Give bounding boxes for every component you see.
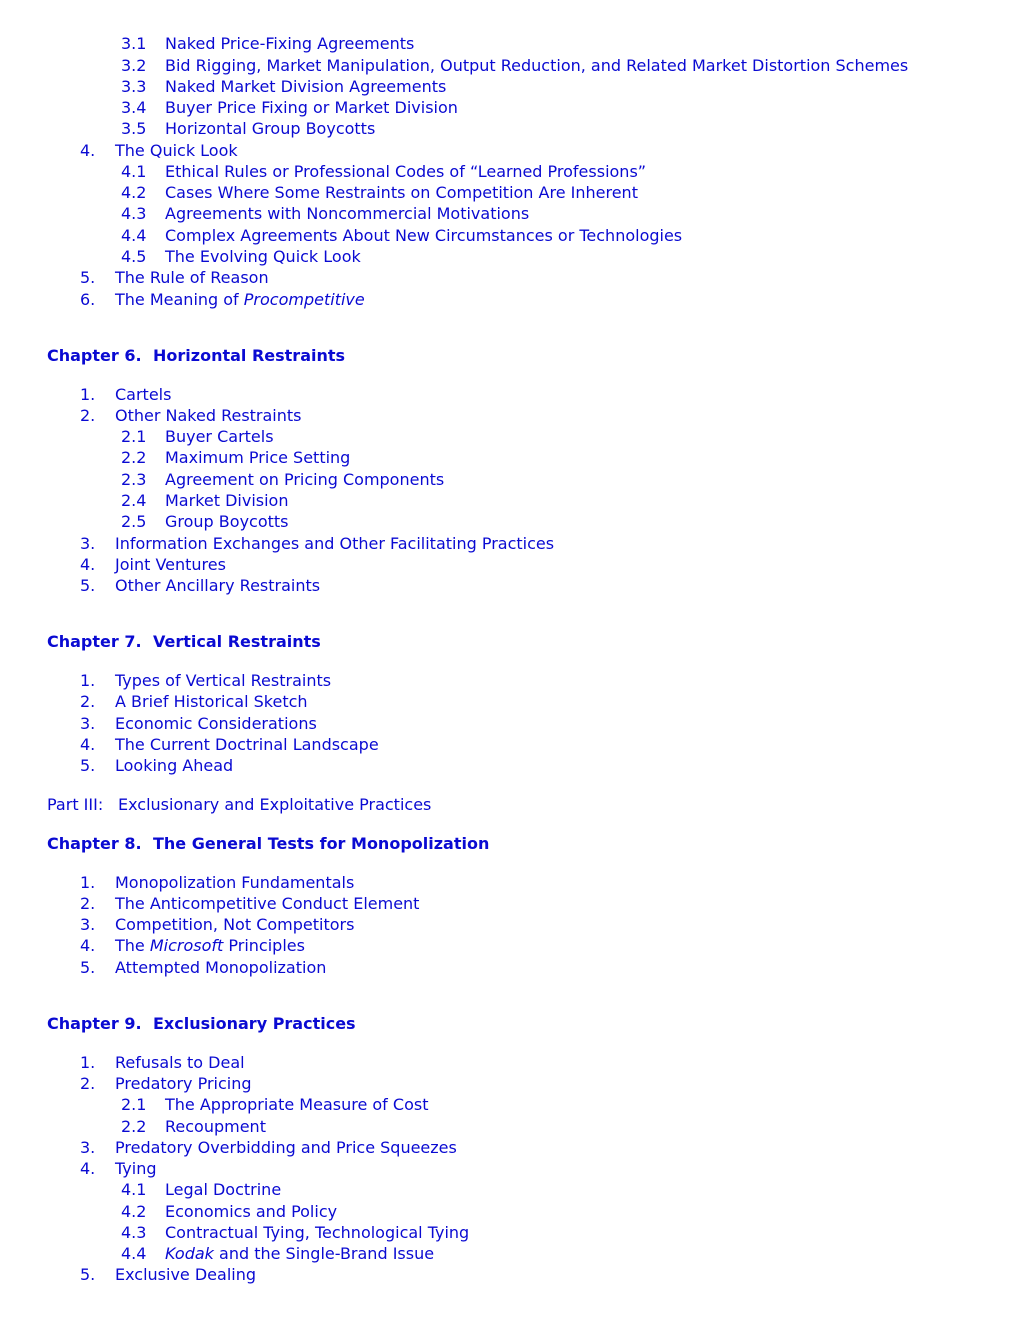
toc-title — [165, 469, 444, 490]
toc-title-text: Exclusive Dealing — [115, 1265, 257, 1284]
toc-subsection[interactable] — [121, 1179, 281, 1200]
toc-title-text: Buyer Cartels — [165, 427, 274, 446]
toc-subsection[interactable] — [121, 511, 289, 532]
toc-number: 3.4 — [121, 98, 147, 117]
toc-number: 5. — [80, 1265, 96, 1284]
toc-section[interactable] — [80, 1158, 157, 1179]
toc-section[interactable] — [80, 691, 308, 712]
toc-title-text: Legal Doctrine — [165, 1180, 282, 1199]
toc-title — [115, 405, 302, 426]
toc-title — [165, 1201, 337, 1222]
toc-number: 1. — [80, 1053, 96, 1072]
toc-title — [115, 734, 379, 755]
toc-subsection[interactable] — [121, 118, 375, 139]
toc-title-text: Horizontal Restraints — [153, 346, 346, 365]
toc-title — [165, 182, 638, 203]
toc-subsection[interactable] — [121, 55, 908, 76]
toc-number: 5. — [80, 756, 96, 775]
toc-subsection[interactable] — [121, 1094, 428, 1115]
toc-title — [115, 957, 326, 978]
toc-title-text: Complex Agreements About New Circumstances or Technologies — [165, 226, 683, 245]
chapter-heading[interactable] — [47, 1013, 356, 1034]
toc-title-text: The General Tests for Monopolization — [153, 834, 490, 853]
toc-title — [115, 914, 354, 935]
toc-number: 4.3 — [121, 204, 147, 223]
toc-number: 1. — [80, 671, 96, 690]
toc-title — [153, 631, 321, 652]
toc-title-text: Buyer Price Fixing or Market Division — [165, 98, 458, 117]
toc-title — [115, 533, 554, 554]
toc-title — [165, 118, 375, 139]
toc-title — [115, 267, 269, 288]
toc-subsection[interactable] — [121, 490, 288, 511]
toc-number: 3.2 — [121, 56, 147, 75]
toc-title-text: Vertical Restraints — [153, 632, 321, 651]
toc-title-text: Economic Considerations — [115, 714, 317, 733]
toc-number: 1. — [80, 385, 96, 404]
toc-subsection[interactable] — [121, 203, 529, 224]
toc-title-italic: Procompetitive — [243, 290, 365, 309]
toc-title — [165, 55, 908, 76]
toc-title — [115, 755, 233, 776]
toc-title — [115, 140, 238, 161]
toc-title-after: Principles — [223, 936, 305, 955]
toc-title-text: Maximum Price Setting — [165, 448, 351, 467]
toc-number: 4. — [80, 555, 96, 574]
toc-title — [115, 1137, 457, 1158]
toc-number: 3.1 — [121, 34, 147, 53]
toc-title — [165, 511, 289, 532]
toc-number: 4.3 — [121, 1223, 147, 1242]
toc-title-italic: Kodak — [165, 1244, 214, 1263]
toc-title — [165, 1222, 469, 1243]
toc-title-text: Exclusionary and Exploitative Practices — [118, 795, 432, 814]
toc-title — [115, 289, 365, 310]
toc-number: 2.1 — [121, 1095, 147, 1114]
toc-title — [165, 161, 646, 182]
toc-title-text: Information Exchanges and Other Facilitating Practices — [115, 534, 555, 553]
toc-title-text: The Appropriate Measure of Cost — [165, 1095, 429, 1114]
toc-title-text: Exclusionary Practices — [153, 1014, 356, 1033]
toc-title-text: Tying — [115, 1159, 157, 1178]
toc-section[interactable] — [80, 1052, 245, 1073]
toc-number: 4.2 — [121, 183, 147, 202]
toc-number: 4.1 — [121, 1180, 147, 1199]
toc-title — [165, 246, 361, 267]
toc-section[interactable] — [80, 384, 171, 405]
toc-title — [115, 554, 226, 575]
toc-number: 3. — [80, 1138, 96, 1157]
toc-title-text: Naked Price-Fixing Agreements — [165, 34, 415, 53]
toc-title-text: Monopolization Fundamentals — [115, 873, 355, 892]
toc-subsection[interactable] — [121, 246, 361, 267]
toc-title-text: The Rule of Reason — [115, 268, 269, 287]
toc-section[interactable] — [80, 289, 365, 310]
toc-title-text: The Quick Look — [115, 141, 238, 160]
toc-title-text: Joint Ventures — [115, 555, 226, 574]
toc-title — [115, 670, 331, 691]
toc-section[interactable] — [80, 872, 354, 893]
toc-title — [165, 225, 682, 246]
toc-section[interactable] — [80, 935, 305, 956]
toc-title-text: Predatory Overbidding and Price Squeezes — [115, 1138, 457, 1157]
chapter-heading[interactable] — [47, 345, 345, 366]
toc-number: 2. — [80, 1074, 96, 1093]
toc-subsection[interactable] — [121, 426, 274, 447]
toc-title — [165, 426, 274, 447]
toc-title-text: Agreements with Noncommercial Motivations — [165, 204, 530, 223]
toc-number: 3. — [80, 534, 96, 553]
toc-title — [153, 345, 345, 366]
toc-title-text: Group Boycotts — [165, 512, 289, 531]
toc-number: Chapter 8. — [47, 834, 142, 853]
toc-number: 3.3 — [121, 77, 147, 96]
toc-title-text: The Current Doctrinal Landscape — [115, 735, 379, 754]
toc-title-text: The — [115, 936, 150, 955]
toc-section[interactable] — [80, 713, 317, 734]
toc-number: 1. — [80, 873, 96, 892]
toc-title-text: Naked Market Division Agreements — [165, 77, 447, 96]
toc-title-text: Horizontal Group Boycotts — [165, 119, 376, 138]
chapter-heading[interactable] — [47, 631, 321, 652]
toc-title — [115, 893, 419, 914]
toc-subsection[interactable] — [121, 182, 638, 203]
toc-number: Chapter 7. — [47, 632, 142, 651]
toc-title-text: Cases Where Some Restraints on Competition Are Inherent — [165, 183, 638, 202]
toc-title — [118, 794, 431, 815]
toc-title — [115, 1052, 245, 1073]
toc-title-text: Bid Rigging, Market Manipulation, Output Reduction, and Related Market Distortion Schemes — [165, 56, 909, 75]
toc-number: 4. — [80, 735, 96, 754]
toc-title-text: Agreement on Pricing Components — [165, 470, 445, 489]
toc-subsection[interactable] — [121, 33, 414, 54]
toc-title-text: The Anticompetitive Conduct Element — [115, 894, 420, 913]
toc-number: 6. — [80, 290, 96, 309]
toc-section[interactable] — [80, 267, 269, 288]
toc-title-text: Market Division — [165, 491, 289, 510]
toc-title — [115, 872, 354, 893]
toc-section[interactable] — [80, 554, 226, 575]
toc-number: 2.2 — [121, 1117, 147, 1136]
toc-title — [115, 713, 317, 734]
toc-title — [165, 490, 288, 511]
toc-title — [115, 691, 308, 712]
toc-number: 2. — [80, 894, 96, 913]
toc-number: Chapter 6. — [47, 346, 142, 365]
toc-subsection[interactable] — [121, 161, 646, 182]
toc-number: 2.4 — [121, 491, 147, 510]
toc-number: 4.4 — [121, 1244, 147, 1263]
toc-number: 5. — [80, 958, 96, 977]
toc-title-text: Types of Vertical Restraints — [115, 671, 332, 690]
toc-section[interactable] — [80, 1073, 252, 1094]
toc-number: Part III: — [47, 795, 104, 814]
toc-section[interactable] — [80, 893, 419, 914]
toc-title-text: Contractual Tying, Technological Tying — [165, 1223, 470, 1242]
toc-section[interactable] — [80, 405, 302, 426]
toc-title-text: Refusals to Deal — [115, 1053, 245, 1072]
toc-number: 2.3 — [121, 470, 147, 489]
toc-title-text: Predatory Pricing — [115, 1074, 252, 1093]
toc-subsection[interactable] — [121, 1201, 337, 1222]
toc-title — [165, 1179, 281, 1200]
toc-number: 2.2 — [121, 448, 147, 467]
toc-number: 3.5 — [121, 119, 147, 138]
toc-number: 5. — [80, 268, 96, 287]
toc-section[interactable] — [80, 533, 554, 554]
toc-number: 4.2 — [121, 1202, 147, 1221]
toc-number: 4. — [80, 141, 96, 160]
toc-number: 2.1 — [121, 427, 147, 446]
toc-title-text: Competition, Not Competitors — [115, 915, 355, 934]
toc-subsection[interactable] — [121, 469, 444, 490]
toc-number: 2. — [80, 406, 96, 425]
toc-title-text: The Evolving Quick Look — [165, 247, 361, 266]
toc-title-text: Cartels — [115, 385, 172, 404]
toc-section[interactable] — [80, 670, 331, 691]
toc-title — [165, 76, 446, 97]
toc-title-text: Other Ancillary Restraints — [115, 576, 321, 595]
toc-subsection[interactable] — [121, 1222, 469, 1243]
toc-number: 3. — [80, 714, 96, 733]
toc-title-text: Economics and Policy — [165, 1202, 338, 1221]
toc-number: 2. — [80, 692, 96, 711]
toc-section[interactable] — [80, 575, 320, 596]
toc-number: Chapter 9. — [47, 1014, 142, 1033]
toc-subsection[interactable] — [121, 1243, 434, 1264]
toc-section[interactable] — [80, 734, 379, 755]
toc-number: 4.1 — [121, 162, 147, 181]
toc-section[interactable] — [80, 755, 233, 776]
toc-title — [115, 1073, 252, 1094]
toc-title-text: Other Naked Restraints — [115, 406, 302, 425]
toc-title-text: Ethical Rules or Professional Codes of “Learned Professions” — [165, 162, 647, 181]
toc-title — [165, 1116, 266, 1137]
toc-title — [165, 33, 414, 54]
toc-number: 4.5 — [121, 247, 147, 266]
toc-subsection[interactable] — [121, 1116, 266, 1137]
toc-title — [153, 833, 489, 854]
toc-number: 4. — [80, 936, 96, 955]
toc-title-text: The Meaning of — [115, 290, 244, 309]
toc-section[interactable] — [80, 1137, 457, 1158]
toc-number: 5. — [80, 576, 96, 595]
toc-title — [153, 1013, 356, 1034]
toc-title-italic: Microsoft — [149, 936, 224, 955]
toc-subsection[interactable] — [121, 76, 446, 97]
toc-number: 4.4 — [121, 226, 147, 245]
toc-section[interactable] — [80, 957, 326, 978]
toc-section[interactable] — [80, 1264, 256, 1285]
toc-title — [115, 575, 320, 596]
toc-section[interactable] — [80, 140, 238, 161]
toc-subsection[interactable] — [121, 225, 682, 246]
toc-title — [165, 1094, 428, 1115]
toc-subsection[interactable] — [121, 447, 350, 468]
toc-title — [115, 935, 305, 956]
toc-subsection[interactable] — [121, 97, 458, 118]
toc-title-text: A Brief Historical Sketch — [115, 692, 308, 711]
toc-title — [165, 1243, 434, 1264]
toc-number: 3. — [80, 915, 96, 934]
part-heading[interactable] — [47, 794, 431, 815]
toc-title-text: Looking Ahead — [115, 756, 234, 775]
toc-title — [115, 1158, 157, 1179]
toc-number: 4. — [80, 1159, 96, 1178]
chapter-heading[interactable] — [47, 833, 489, 854]
toc-section[interactable] — [80, 914, 354, 935]
toc-title-after: and the Single-Brand Issue — [213, 1244, 435, 1263]
toc-title — [165, 447, 350, 468]
toc-title — [115, 1264, 256, 1285]
toc-title — [115, 384, 171, 405]
toc-title — [165, 203, 529, 224]
toc-title-text: Recoupment — [165, 1117, 266, 1136]
toc-title — [165, 97, 458, 118]
toc-title-text: Attempted Monopolization — [115, 958, 327, 977]
toc-number: 2.5 — [121, 512, 147, 531]
